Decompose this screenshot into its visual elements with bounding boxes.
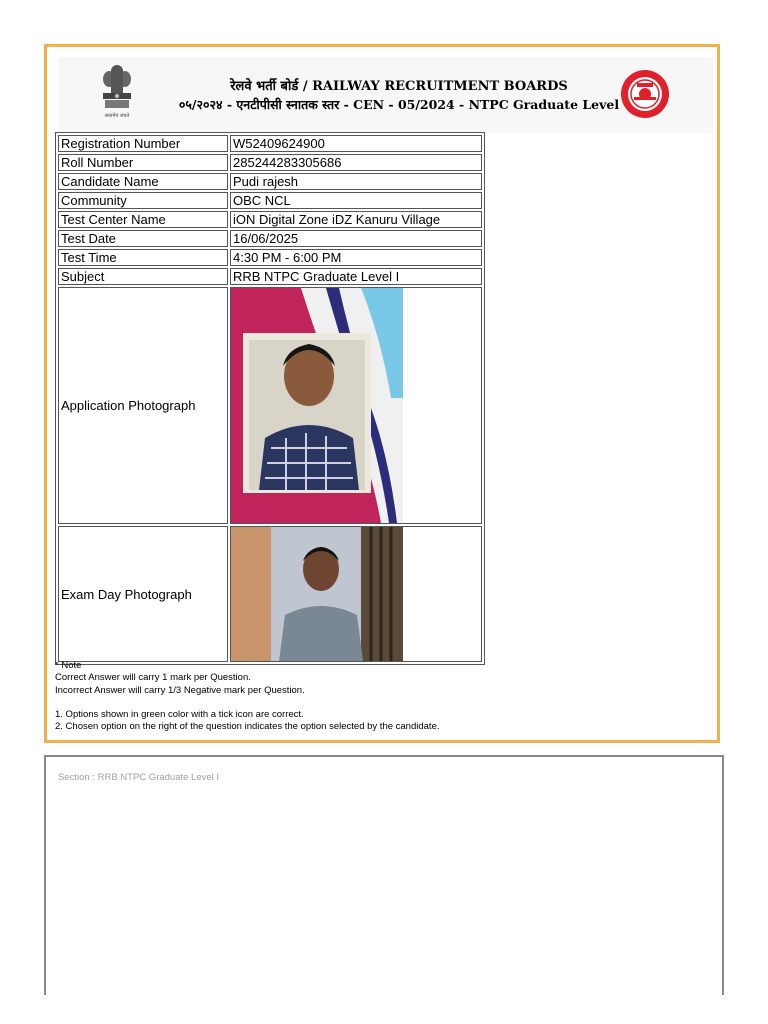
application-photograph-cell: [230, 287, 482, 524]
test-center-name-value: iON Digital Zone iDZ Kanuru Village: [230, 211, 482, 228]
note-spacer: [55, 697, 440, 709]
table-row: [58, 526, 482, 662]
notes-block: [55, 660, 440, 733]
table-row: [58, 154, 482, 171]
subject-value: RRB NTPC Graduate Level I: [230, 268, 482, 285]
roll-number-value: 285244283305686: [230, 154, 482, 171]
test-date-label: Test Date: [58, 230, 228, 247]
section-label: Section : RRB NTPC Graduate Level I: [58, 772, 220, 783]
registration-number-label: Registration Number: [58, 135, 228, 152]
community-value: OBC NCL: [230, 192, 482, 209]
application-photograph-label: Application Photograph: [58, 287, 228, 524]
note-line: 2. Chosen option on the right of the question indicates the option selected by the candidate.: [55, 721, 440, 733]
note-line: Incorrect Answer will carry 1/3 Negative mark per Question.: [55, 684, 305, 696]
section-panel: [44, 755, 724, 995]
table-row: [58, 192, 482, 209]
subject-label: Subject: [58, 268, 228, 285]
exam-day-photograph-label: Exam Day Photograph: [58, 526, 228, 662]
note-line: 1. Options shown in green color with a tick icon are correct.: [55, 708, 304, 720]
candidate-name-value: Pudi rajesh: [230, 173, 482, 190]
table-row: [58, 173, 482, 190]
test-date-value: 16/06/2025: [230, 230, 482, 247]
community-label: Community: [58, 192, 228, 209]
application-photograph: [231, 288, 403, 523]
table-row: [58, 249, 482, 266]
header-title-line2: ०५/२०२४ - एनटीपीसी स्नातक स्तर - CEN - 05/2024 - NTPC Graduate Level: [178, 97, 620, 112]
header-banner: [58, 57, 713, 133]
exam-day-photograph: [231, 527, 403, 661]
table-row: [58, 230, 482, 247]
registration-number-value: W52409624900: [230, 135, 482, 152]
table-row: [58, 211, 482, 228]
note-line: Correct Answer will carry 1 mark per Question.: [55, 672, 251, 684]
table-row: [58, 135, 482, 152]
test-time-value: 4:30 PM - 6:00 PM: [230, 249, 482, 266]
table-row: [58, 268, 482, 285]
header-title-line1: रेलवे भर्ती बोर्ड / RAILWAY RECRUITMENT BOARDS: [230, 79, 568, 94]
note-heading: * Note: [55, 660, 82, 671]
exam-day-photograph-cell: [230, 526, 482, 662]
test-time-label: Test Time: [58, 249, 228, 266]
svg-text:सत्यमेव जयते: सत्यमेव जयते: [104, 113, 130, 119]
candidate-details-table: [55, 132, 485, 665]
roll-number-label: Roll Number: [58, 154, 228, 171]
table-row: [58, 287, 482, 524]
candidate-name-label: Candidate Name: [58, 173, 228, 190]
test-center-name-label: Test Center Name: [58, 211, 228, 228]
